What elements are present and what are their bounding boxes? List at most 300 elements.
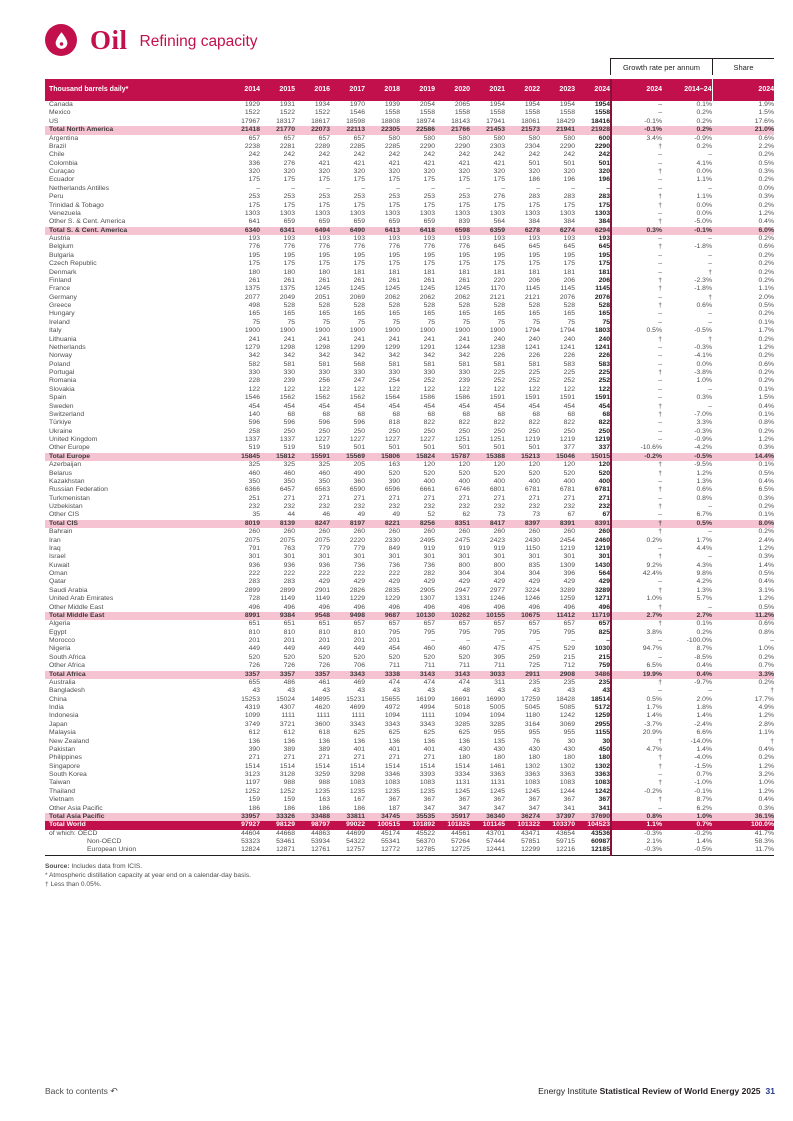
growth-2024-value: – — [658, 251, 662, 259]
growth-2014-24-value: – — [708, 528, 712, 536]
year-value: 175 — [563, 201, 575, 209]
share-value: 1.4% — [758, 561, 774, 569]
year-value: 304 — [458, 570, 470, 577]
year-value: 193 — [423, 235, 435, 242]
year-value: 454 — [458, 402, 470, 410]
year-value: 120 — [458, 461, 470, 469]
share-value: 1.2% — [758, 595, 774, 603]
year-value: 711 — [459, 662, 470, 670]
year-value: 242 — [283, 151, 295, 159]
year-value: 1303 — [244, 209, 260, 217]
year-header: 2024 — [575, 79, 610, 101]
year-value: 186 — [353, 804, 365, 812]
year-value: 330 — [248, 369, 260, 376]
year-value: 68 — [392, 410, 400, 418]
year-value: 581 — [283, 360, 295, 368]
year-value: 1149 — [315, 595, 330, 603]
share-value: 41.7% — [754, 829, 774, 837]
year-value: 6661 — [419, 486, 435, 494]
growth-2014-24-value: 0.1% — [696, 101, 712, 108]
growth-2024-value: † — [658, 218, 662, 226]
year-value: 16691 — [451, 695, 470, 703]
year-value: 8351 — [435, 520, 470, 528]
year-value: 2304 — [524, 142, 540, 150]
year-value: 5045 — [524, 704, 540, 711]
year-value: 12772 — [365, 846, 400, 855]
year-value: 271 — [388, 494, 400, 502]
year-value: 401 — [353, 745, 365, 753]
refining-capacity-table-wrap — [45, 58, 774, 856]
growth-2024-value: -0.2% — [610, 453, 662, 461]
year-value: 1083 — [524, 779, 540, 787]
year-value: 2062 — [384, 293, 400, 301]
year-value: 1929 — [244, 101, 260, 108]
year-value: 3338 — [365, 671, 400, 679]
year-value: 1083 — [559, 779, 575, 787]
year-value: 259 — [528, 653, 540, 661]
row-label: Pakistan — [49, 745, 76, 753]
year-value: 175 — [283, 260, 295, 268]
share-value: 0.2% — [758, 653, 774, 661]
year-value: 568 — [353, 360, 365, 368]
year-value: 2054 — [419, 101, 435, 108]
row-label: European Union — [45, 846, 225, 855]
year-value: 1954 — [524, 101, 540, 108]
year-value: 271 — [423, 494, 435, 502]
year-value: 2826 — [349, 586, 365, 594]
year-value: 193 — [563, 235, 575, 242]
year-value: 596 — [283, 419, 295, 427]
year-value: 1219 — [524, 436, 540, 443]
row-label: Azerbaijan — [49, 461, 82, 469]
year-value: 1299 — [349, 343, 365, 351]
year-value: 1303 — [349, 209, 365, 217]
source-note — [45, 862, 745, 871]
year-value: 776 — [353, 243, 365, 251]
year-value: 68 — [602, 410, 610, 418]
year-value: 1514 — [244, 762, 260, 770]
year-value: 657 — [493, 620, 505, 628]
year-value: 206 — [528, 276, 540, 284]
year-value: 232 — [283, 503, 295, 510]
year-value: 242 — [458, 151, 470, 159]
growth-2024-value: † — [658, 402, 662, 410]
growth-2014-24-value: 4.3% — [696, 561, 712, 569]
growth-2014-24-value: 8.7% — [696, 796, 712, 804]
year-value: 56370 — [416, 838, 435, 845]
year-value: 16199 — [416, 695, 435, 703]
year-value: 253 — [283, 193, 295, 201]
year-value: 195 — [493, 251, 505, 259]
year-value: 21453 — [470, 126, 505, 134]
growth-2014-24-value: 0.2% — [696, 117, 712, 125]
year-value: 135 — [493, 737, 505, 745]
year-header: 2020 — [435, 79, 470, 101]
year-value: 232 — [388, 503, 400, 510]
year-value: 776 — [248, 243, 260, 251]
year-value: 242 — [423, 151, 435, 159]
year-value: 33957 — [225, 813, 260, 821]
table-row — [45, 294, 774, 302]
year-value: 181 — [598, 268, 610, 276]
growth-2014-24-value: 9.8% — [696, 570, 712, 577]
year-value: 3343 — [419, 720, 435, 728]
share-value: 0.2% — [758, 503, 774, 510]
year-value: 242 — [598, 151, 610, 159]
year-value: 193 — [388, 235, 400, 242]
year-value: 657 — [458, 620, 470, 628]
table-row — [45, 729, 774, 737]
row-label: Netherlands — [49, 343, 86, 351]
year-value: 421 — [423, 159, 435, 167]
year-value: 34745 — [365, 813, 400, 821]
growth-2014-24-value: – — [708, 553, 712, 561]
growth-2014-24-value: -0.5% — [694, 327, 712, 335]
year-value: 271 — [493, 494, 505, 502]
year-value: 1303 — [594, 209, 610, 217]
year-value: 474 — [388, 678, 400, 686]
year-value: 215 — [563, 653, 575, 661]
table-row — [45, 746, 774, 754]
table-row — [45, 352, 774, 360]
year-value: 258 — [248, 427, 260, 435]
year-value: 122 — [283, 385, 295, 393]
year-value: 12441 — [470, 846, 505, 855]
year-value: 657 — [598, 620, 610, 628]
year-value: 282 — [423, 570, 435, 577]
source-label: Source: — [45, 863, 70, 870]
share-value: 0.5% — [758, 603, 774, 611]
year-value: 261 — [318, 276, 330, 284]
row-label: Ireland — [49, 318, 70, 326]
year-value: 367 — [528, 796, 540, 804]
year-value: 400 — [423, 477, 435, 485]
year-value: 1111 — [351, 712, 365, 720]
year-value: 320 — [598, 168, 610, 175]
year-value: 1970 — [349, 101, 365, 108]
year-value: 454 — [248, 402, 260, 410]
growth-2014-24-value: -0.2% — [694, 829, 712, 837]
year-value: 75 — [532, 318, 540, 326]
year-value: 988 — [318, 779, 330, 787]
year-value: 1145 — [525, 285, 540, 293]
year-value: 651 — [283, 620, 295, 628]
growth-2014-24-value: 1.4% — [696, 745, 712, 753]
year-value: 1083 — [349, 779, 365, 787]
year-value: 260 — [318, 528, 330, 536]
row-label: Denmark — [49, 268, 77, 276]
table-row — [45, 805, 774, 813]
growth-2014-24-value: 1.1% — [696, 176, 712, 184]
year-value: 454 — [563, 402, 575, 410]
year-value: 180 — [493, 754, 505, 762]
year-value: 175 — [388, 260, 400, 268]
year-value: 260 — [248, 528, 260, 536]
growth-2024-value: – — [658, 159, 662, 167]
row-label: Kuwait — [49, 561, 70, 569]
growth-2024-value: – — [658, 310, 662, 318]
share-value: 0.3% — [758, 168, 774, 175]
row-label: United Kingdom — [49, 436, 98, 443]
year-value: 501 — [423, 444, 435, 452]
year-value: 181 — [353, 268, 365, 276]
growth-2024-value: – — [658, 544, 662, 552]
year-value: 241 — [248, 335, 260, 343]
year-value: 254 — [388, 377, 400, 385]
year-value: 726 — [283, 662, 295, 670]
row-label: South Korea — [49, 771, 87, 778]
year-value: 165 — [318, 310, 330, 318]
table-row — [45, 654, 774, 662]
year-value: 1245 — [454, 285, 470, 293]
table-row — [45, 403, 774, 411]
year-value: 17259 — [521, 695, 540, 703]
year-value: 10675 — [505, 612, 540, 620]
growth-2014-24-value: -0.9% — [694, 134, 712, 142]
year-value: 75 — [252, 318, 260, 326]
year-value: 260 — [493, 528, 505, 536]
year-value: 250 — [528, 427, 540, 435]
year-value: 810 — [318, 628, 330, 636]
year-value: 1375 — [244, 285, 260, 293]
year-value: 122 — [528, 385, 540, 393]
table-row — [45, 218, 774, 226]
year-value: 18416 — [591, 117, 610, 125]
year-value: 347 — [493, 804, 505, 812]
growth-2024-value: † — [658, 142, 662, 150]
year-value: 822 — [598, 419, 610, 427]
year-value: 193 — [458, 235, 470, 242]
year-value: 175 — [493, 260, 505, 268]
year-value: – — [536, 637, 540, 644]
year-value: 235 — [528, 678, 540, 686]
year-value: 15015 — [575, 453, 610, 461]
share-value: 4.9% — [758, 704, 774, 711]
growth-2024-value: † — [658, 461, 662, 469]
year-value: 175 — [388, 201, 400, 209]
year-value: 101825 — [435, 821, 470, 829]
back-to-contents-link[interactable] — [45, 1086, 118, 1097]
row-label: Belarus — [49, 469, 73, 477]
table-caption-row — [45, 58, 774, 75]
growth-2014-24-value: – — [708, 687, 712, 695]
growth-2024-value: – — [658, 377, 662, 385]
year-value: 736 — [423, 561, 435, 569]
year-value: 1252 — [279, 787, 295, 795]
row-label: Spain — [49, 394, 67, 402]
table-row — [45, 771, 774, 779]
year-value: 175 — [423, 260, 435, 268]
year-value: 711 — [424, 662, 435, 670]
year-value: 1245 — [454, 787, 470, 795]
growth-2014-24-value: -3.8% — [694, 369, 712, 376]
growth-2024-value: † — [658, 503, 662, 510]
growth-2014-24-value: † — [708, 293, 712, 301]
year-value: 367 — [458, 796, 470, 804]
growth-2014-24-value: -0.5% — [662, 846, 712, 855]
year-value: 400 — [458, 477, 470, 485]
year-value: 3033 — [470, 671, 505, 679]
year-value: 1900 — [279, 327, 295, 335]
table-row — [45, 377, 774, 385]
year-value: 350 — [283, 477, 295, 485]
share-value: 0.1% — [758, 410, 774, 418]
row-label: Peru — [49, 193, 64, 201]
share-value: 0.1% — [758, 318, 774, 326]
table-row — [45, 176, 774, 184]
share-value: 0.3% — [758, 553, 774, 561]
year-value: 3343 — [384, 720, 400, 728]
share-value: 17.6% — [754, 117, 774, 125]
year-value: 528 — [353, 302, 365, 309]
year-value: 3143 — [400, 671, 435, 679]
share-value: 0.2% — [758, 260, 774, 268]
year-value: 320 — [353, 168, 365, 175]
year-value: 252 — [598, 377, 610, 385]
year-value: 21941 — [540, 126, 575, 134]
table-row — [45, 763, 774, 771]
year-value: 4307 — [279, 704, 295, 711]
year-value: 449 — [353, 645, 365, 653]
year-value: 226 — [598, 352, 610, 360]
growth-2024-value: † — [658, 201, 662, 209]
row-label: Iraq — [49, 544, 61, 552]
year-value: 795 — [528, 628, 540, 636]
year-value: 49 — [392, 511, 400, 519]
growth-2024-value: – — [658, 687, 662, 695]
growth-2014-24-value: -0.1% — [694, 787, 712, 795]
year-value: 136 — [388, 737, 400, 745]
year-value: 421 — [388, 159, 400, 167]
year-value: 43 — [427, 687, 435, 695]
year-value: 2220 — [349, 536, 365, 544]
year-value: 53934 — [311, 838, 330, 845]
year-value: 242 — [493, 151, 505, 159]
share-value: 0.5% — [758, 159, 774, 167]
year-value: 454 — [493, 402, 505, 410]
year-value: 776 — [458, 243, 470, 251]
growth-2024-value: – — [658, 109, 662, 117]
row-label: Austria — [49, 235, 71, 242]
year-value: 496 — [318, 603, 330, 611]
year-value: 430 — [458, 745, 470, 753]
growth-2024-value: † — [658, 796, 662, 804]
table-row — [45, 779, 774, 787]
growth-2014-24-value: -9.7% — [694, 678, 712, 686]
share-value: 0.2% — [758, 528, 774, 536]
year-value: 1298 — [279, 343, 295, 351]
year-value: 43 — [322, 687, 330, 695]
table-row — [45, 679, 774, 687]
year-value: 474 — [423, 678, 435, 686]
growth-2014-24-value: -14.0% — [690, 737, 712, 745]
year-value: 6598 — [435, 227, 470, 235]
year-value: 936 — [318, 561, 330, 569]
growth-2014-24-value: -1.8% — [694, 285, 712, 293]
year-value: 822 — [458, 419, 470, 427]
share-value: 100.0% — [712, 821, 774, 829]
year-value: 400 — [493, 477, 505, 485]
year-value: 596 — [248, 419, 260, 427]
year-value: 195 — [318, 251, 330, 259]
year-value: 240 — [493, 335, 505, 343]
year-value: 936 — [283, 561, 295, 569]
year-value: 564 — [493, 218, 505, 226]
year-value: 657 — [248, 134, 260, 142]
share-value: 2.0% — [758, 293, 774, 301]
year-value: 3486 — [575, 671, 610, 679]
year-value: 283 — [248, 578, 260, 586]
year-value: 136 — [318, 737, 330, 745]
year-value: 36274 — [505, 813, 540, 821]
table-row — [45, 277, 774, 285]
growth-2014-24-value: 0.2% — [696, 142, 712, 150]
year-value: 1227 — [419, 436, 435, 443]
year-value: 232 — [528, 503, 540, 510]
year-value: 15806 — [365, 453, 400, 461]
year-value: 657 — [388, 620, 400, 628]
year-value: 2475 — [454, 536, 470, 544]
row-label: Total Africa — [45, 671, 225, 679]
row-label: Other Africa — [49, 662, 85, 670]
year-value: 325 — [283, 461, 295, 469]
year-value: 52 — [427, 511, 435, 519]
growth-2024-value: 9.2% — [646, 561, 662, 569]
year-value: 528 — [493, 302, 505, 309]
year-value: 1900 — [454, 327, 470, 335]
share-value: 0.3% — [758, 193, 774, 201]
growth-2014-24-value: 1.0% — [696, 377, 712, 385]
year-value: 16990 — [486, 695, 505, 703]
year-value: 55341 — [381, 838, 400, 845]
year-value: 49 — [357, 511, 365, 519]
year-value: 12299 — [505, 846, 540, 855]
year-value: 1227 — [314, 436, 330, 443]
year-value: 5018 — [454, 704, 470, 711]
year-value: 261 — [423, 276, 435, 284]
year-value: 180 — [283, 268, 295, 276]
year-value: 67 — [602, 511, 610, 519]
table-row — [45, 671, 774, 679]
row-label: Taiwan — [49, 779, 71, 787]
year-value: 520 — [493, 469, 505, 477]
year-value: 2051 — [314, 293, 330, 301]
year-value: 528 — [458, 302, 470, 309]
year-value: 57444 — [486, 838, 505, 845]
year-value: 43 — [357, 687, 365, 695]
year-value: 3123 — [244, 771, 260, 778]
table-row — [45, 696, 774, 704]
year-value: 195 — [598, 251, 610, 259]
year-value: – — [501, 637, 505, 644]
year-value: – — [326, 184, 330, 192]
year-value: 1900 — [244, 327, 260, 335]
growth-2014-24-value: – — [708, 402, 712, 410]
year-value: 215 — [598, 653, 610, 661]
share-value: 0.2% — [758, 251, 774, 259]
year-value: 2454 — [559, 536, 575, 544]
share-value: 0.2% — [758, 377, 774, 385]
year-value: 1094 — [454, 712, 470, 720]
row-label: Non-OECD — [87, 838, 122, 845]
year-value: 1227 — [349, 436, 365, 443]
year-value: 659 — [283, 218, 295, 226]
year-value: 1145 — [560, 285, 575, 293]
year-value: 839 — [458, 218, 470, 226]
year-value: 919 — [423, 544, 435, 552]
year-value: 347 — [528, 804, 540, 812]
table-row — [45, 553, 774, 561]
